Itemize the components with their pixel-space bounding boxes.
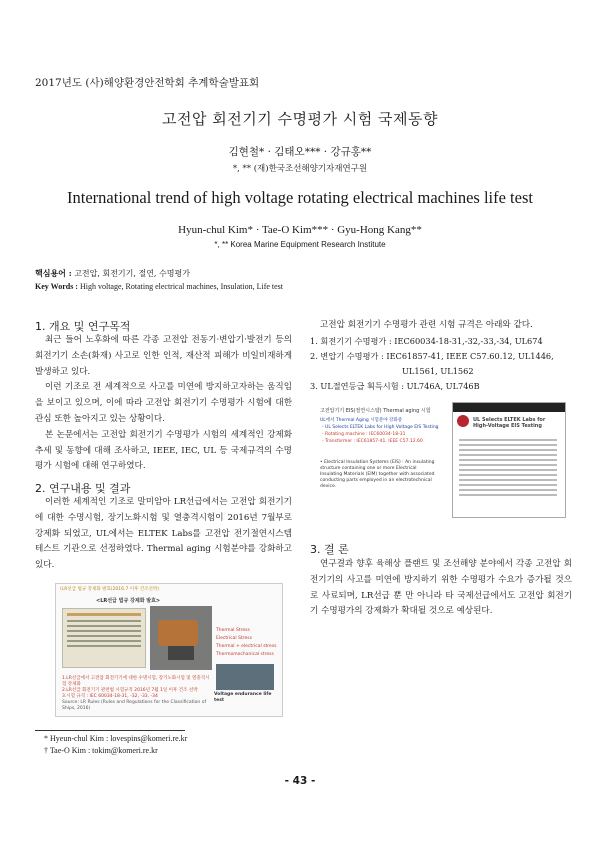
rules-document-image (62, 608, 146, 668)
page-number: - 43 - (284, 775, 316, 787)
machine-photo (150, 606, 212, 670)
figure-lr-inner-title: <LR선급 법규 강제화 발효> (96, 598, 161, 604)
label-thermomechanical-stress: Thermomechanical stress (216, 652, 274, 657)
authors-korean: 김현철* · 김태오*** · 강규홍** (228, 146, 372, 158)
figure-lr-notes (62, 676, 212, 712)
figure-ul-eis (312, 400, 567, 518)
keywords-korean (35, 268, 190, 279)
section-3-paragraph-1: 연구결과 향후 육해상 플랜트 및 조선해양 분야에서 각종 고전압 회전기기의 사고를 미연에 방지하기 위한 수명평가 수요가 증가될 것으로 사료되며, LR선급 뿐 만 아니라 타 국제선급에서도 고전압 회전기기 수명평가의 강제화가 확대될 것으로 예상된다. (310, 559, 572, 617)
footnote-2: † Tae-O Kim : tokim@komeri.re.kr (44, 746, 158, 755)
ul-logo-icon (457, 415, 469, 427)
right-intro: 고전압 회전기기 수명평가 관련 시험 규격은 아래와 같다. (320, 320, 533, 330)
affiliation-english: *, ** Korea Marine Equipment Research Institute (214, 240, 386, 249)
keywords-english (35, 282, 283, 291)
figure-lr-note-1: 1.LR선급에서 고전압 회전기기에 대한 수명시험, 장기노화시험 및 열충격시험 강제화 (62, 676, 210, 687)
authors-english: Hyun-chul Kim* · Tae-O Kim*** · Gyu-Hong Kang** (178, 224, 422, 236)
section-3-heading: 3. 결 론 (310, 543, 349, 556)
section-1-paragraph-3: 본 논문에서는 고전압 회전기기 수명평가 시험의 세계적인 강제화 추세 및 동향에 대해 조사하고, IEEE, IEC, UL 등 국제규격의 수명평가 시험에 대해 연구하였다. (35, 429, 292, 472)
keywords-korean-label: 핵심용어 : (35, 268, 72, 278)
eis-line-4: - Transformer : IEC61857-41, IEEE C57.12.60 (322, 439, 423, 444)
ul-web-screenshot (452, 402, 566, 518)
section-1-paragraph-1: 최근 들어 노후화에 따른 각종 고전압 전동기·변압기·발전기 등의 회전기기 소손(화재) 사고로 인한 인적, 재산적 피해가 비일비재하게 발생하고 있다. (35, 335, 292, 377)
eis-line-3: - Rotating machine : IEC60034-18-31 (322, 432, 406, 437)
standard-item-2: 2. 변압기 수명평가 : IEC61857-41, IEEE C57.60.12, UL1446, (310, 351, 554, 361)
standards-list (310, 334, 572, 394)
keywords-english-text: High voltage, Rotating electrical machines, Insulation, Life test (79, 282, 284, 291)
eis-note: • Electrical Insulation Systems (EIS) : An insulating structure containing one or more Electrical Insulating Materials (EIM) together with associated conducting parts employed in an electrotechnical device. (320, 460, 435, 489)
section-1-heading: 1. 개요 및 연구목적 (35, 320, 131, 333)
title-english: International trend of high voltage rotating electrical machines life test (67, 188, 533, 207)
affiliation-korean: *, ** (재)한국조선해양기자재연구원 (232, 164, 368, 174)
test-equipment-photo (216, 664, 274, 690)
ul-web-title: UL Selects ELTEK Labs for High-Voltage EIS Testing (473, 417, 546, 429)
figure-lr-note-3: 3.시험 규격 : IEC 60034-18-31, -32, -33, -34 (62, 694, 158, 699)
figure-lr-rules (55, 583, 283, 717)
conference-header: 2017년도 (사)해양환경안전학회 추계학술발표회 (35, 77, 260, 89)
section-1-paragraph-2: 이런 기조로 전 세계적으로 사고를 미연에 방지하고자하는 움직임을 보이고 있으며, 이에 따라 고전압 회전기기 수명평가 시험에 대한 관심 또한 높아지고 있는 상황이다. (35, 382, 292, 424)
figure-lr-banner: (LR선급 법규 강제화 발효(2016.7 이후 건조선박) (60, 587, 160, 592)
figure-lr-source: Source: LR Rules (Rules and Regulations for the Classification of Ships, 2016) (62, 700, 207, 711)
figure-lr-caption: Voltage endurance life test (214, 692, 272, 703)
section-2-body (35, 495, 292, 574)
keywords-english-label: Key Words : (35, 282, 78, 291)
section-1-body (35, 333, 292, 475)
standard-item-1: 1. 회전기기 수명평가 : IEC60034-18-31,-32,-33,-34, UL674 (310, 336, 543, 346)
eis-line-2: - UL Selects ELTEK Labs for High Voltage EIS Testing (322, 425, 439, 430)
eis-slide-title: 고전압기기 EIS(절연시스템) Thermal aging 시험 (320, 408, 431, 414)
footnotes (44, 733, 187, 757)
section-2-paragraph-1: 이러한 세계적인 기조로 말미암아 LR선급에서는 고전압 회전기기에 대한 수명시험, 장기노화시험 및 열충격시험이 2016년 7월부로 강제화 되었고, UL에서는 ELTEK Labs를 고전압 전기절연시스템 테스트 기관으로 선정하였다. Thermal aging 시험분야를 강화하고 있다. (35, 497, 292, 571)
eis-slide (312, 400, 444, 518)
label-thermal-electrical-stress: Thermal + electrical stress (216, 644, 277, 649)
label-thermal-stress: Thermal Stress (216, 628, 250, 633)
footnote-1: * Hyeun-chul Kim : lovespins@komeri.re.kr (44, 734, 188, 743)
footnote-divider (35, 730, 185, 731)
figure-lr-note-2: 2.LR선급 회전기기 관련법 시험규격 2016년 7월 1일 이후 건조 선박 (62, 688, 198, 693)
title-korean: 고전압 회전기기 수명평가 시험 국제동향 (162, 110, 438, 128)
standard-item-3: 3. UL절연등급 획득시험 : UL746A, UL746B (310, 381, 480, 391)
eis-line-1: UL에서 Thermal Aging 시험분야 강화중 (320, 418, 403, 423)
standard-item-2-cont: UL1561, UL1562 (402, 366, 474, 376)
label-electrical-stress: Electrical Stress (216, 636, 252, 641)
keywords-korean-text: 고전압, 회전기기, 절연, 수명평가 (74, 269, 190, 278)
section-2-heading: 2. 연구내용 및 결과 (35, 482, 131, 495)
section-3-body (310, 557, 572, 620)
